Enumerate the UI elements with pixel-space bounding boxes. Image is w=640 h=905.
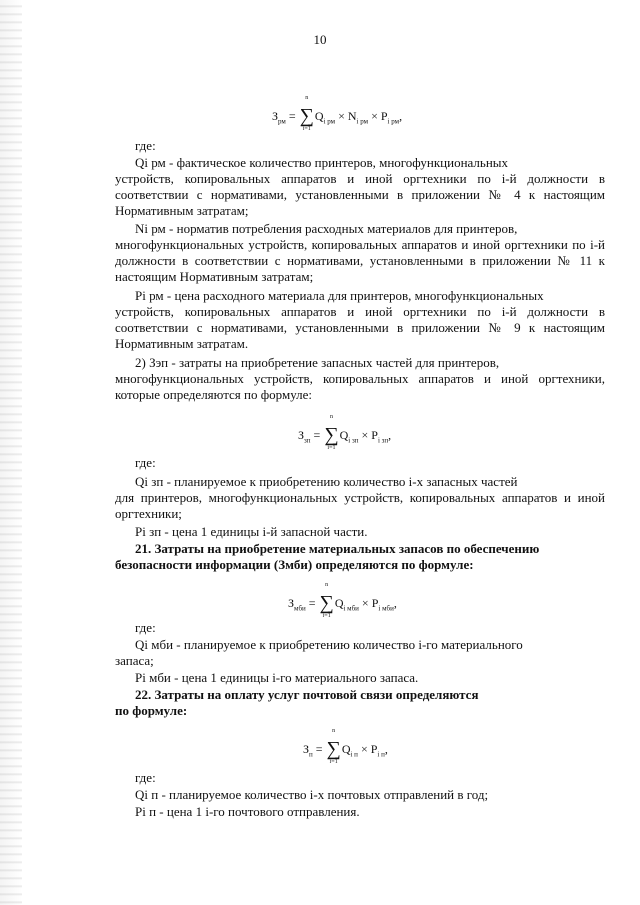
definition-p-zp: Pi зп - цена 1 единицы i-й запасной части.: [135, 524, 368, 539]
definition-p-rm: Pi рм - цена расходного материала для принтеров, многофункциональных устройств, копировальных аппаратов и иной оргтехники по i-й должности в соответствии с нормативами, установленными в приложении № 9 к настоящим Нормативным затратам.: [115, 288, 605, 351]
definition-p-p: Pi п - цена 1 i-го почтового отправления.: [135, 804, 360, 819]
sum-symbol: n ∑ i=1: [319, 582, 334, 619]
formula-zp: $З_{зп}$ = n ∑ i=1 $Q_{i зп} \times P_{i зп}$,: [298, 414, 392, 451]
sum-symbol: n ∑ i=1: [299, 95, 314, 132]
page-number: 10: [313, 32, 327, 47]
definition-q-zp: Qi зп - планируемое к приобретению количество i-х запасных частей для принтеров, многофункциональных устройств, копировальных аппаратов и иной оргтехники;: [115, 474, 605, 521]
definition-p-mbi: Pi мби - цена 1 единицы i-го материального запаса.: [135, 670, 419, 685]
scan-edge-artifact: [0, 0, 22, 905]
section-22-heading: 22. Затраты на оплату услуг почтовой связи определяются по формуле:: [115, 687, 479, 718]
item-2-spare-parts: 2) Зэп - затраты на приобретение запасных частей для принтеров, многофункциональных устройств, копировальных аппаратов и иной оргтехники, которые определяются по формуле:: [115, 355, 605, 402]
sum-symbol: n ∑ i=1: [326, 728, 341, 765]
definition-q-mbi: Qi мби - планируемое к приобретению количество i-го материального запаса;: [115, 637, 523, 668]
definition-q-p: Qi п - планируемое количество i-х почтовых отправлений в год;: [135, 787, 489, 802]
formula-rm: $З_{рм}$ = n ∑ i=1 $Q_{i рм} \times N_{i рм} \times P_{i рм}$,: [272, 95, 403, 132]
where-label: где:: [135, 620, 156, 635]
formula-lhs: З: [272, 109, 279, 123]
definition-q-rm: Qi рм - фактическое количество принтеров, многофункциональных устройств, копировальных аппаратов и иной оргтехники по i-й должности в соответствии с нормативами, установленными в приложении № 4 к настоящим Нормативным затратам;: [115, 155, 605, 218]
formula-p: $З_п$ = n ∑ i=1 $Q_{i п} \times P_{i п}$,: [303, 728, 388, 765]
where-label: где:: [135, 138, 156, 153]
definition-n-rm: Ni рм - норматив потребления расходных материалов для принтеров, многофункциональных устройств, копировальных аппаратов и иной оргтехники по i-й должности в соответствии с нормативами, установленными в приложении № 11 к настоящим Нормативным затратам;: [115, 221, 605, 284]
section-21-heading: 21. Затраты на приобретение материальных запасов по обеспечению безопасности информации (Змби) определяются по формуле:: [115, 541, 540, 572]
where-label: где:: [135, 770, 156, 785]
formula-mbi: $З_{мби}$ = n ∑ i=1 $Q_{i мби} \times P_{i мби}$,: [288, 582, 397, 619]
sum-symbol: n ∑ i=1: [324, 414, 339, 451]
where-label: где:: [135, 455, 156, 470]
